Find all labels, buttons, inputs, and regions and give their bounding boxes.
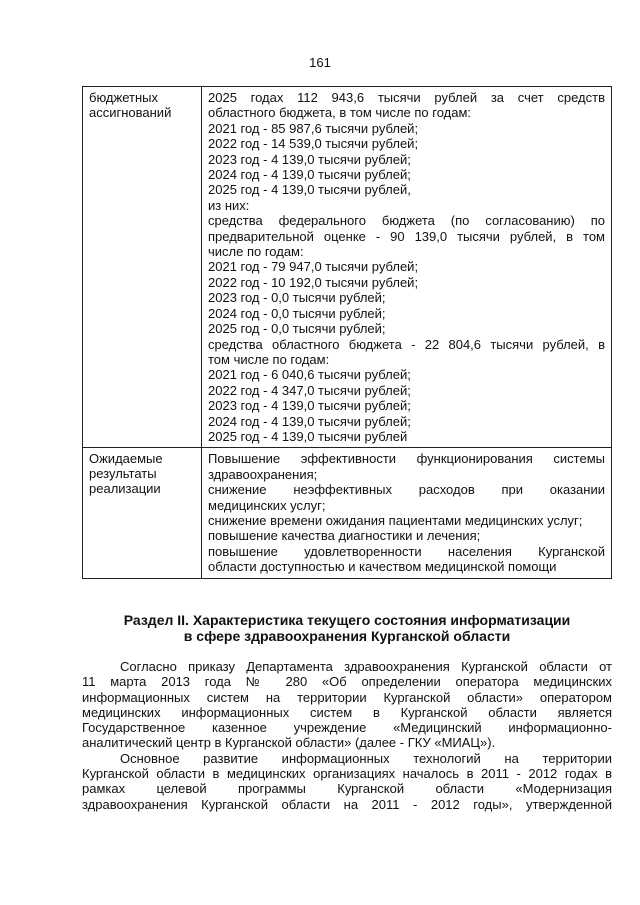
body-line: рамках целевой программы Курганской области «Модернизация [82,781,612,797]
content-line: 2024 год - 0,0 тысячи рублей; [208,305,386,321]
label-line: реализации [89,481,161,497]
body-line: здравоохранения Курганской области на 2011 - 2012 годы», утвержденной [82,796,612,812]
row-content [202,87,612,448]
content-line: снижение неэффективных расходов при оказании [208,482,605,498]
content-line: 2025 год - 4 139,0 тысячи рублей, [208,182,411,198]
content-line: из них: [208,197,250,213]
table-row [83,448,612,578]
body-line: медицинских информационных систем в Курганской области является [82,704,612,720]
content-line: 2022 год - 10 192,0 тысячи рублей; [208,274,419,290]
body-line: Государственное казенное учреждение «Медицинский информационно- [82,720,612,736]
row-content [202,448,612,578]
content-line: 2021 год - 79 947,0 тысячи рублей; [208,259,419,275]
content-line: том числе по годам: [208,351,330,367]
content-line: Повышение эффективности функционирования системы [208,451,605,467]
row-label [83,448,202,578]
content-line: 2022 год - 4 347,0 тысячи рублей; [208,382,411,398]
program-passport-table [82,86,612,579]
page-number: 161 [309,55,331,70]
content-line: 2023 год - 4 139,0 тысячи рублей; [208,398,411,414]
section-title-line-2: в сфере здравоохранения Курганской области [183,628,511,644]
label-line: ассигнований [89,105,172,120]
content-line: здравоохранения; [208,466,318,482]
content-line: 2023 год - 4 139,0 тысячи рублей; [208,151,411,167]
body-line: информационных систем на территории Курганской области» оператором [82,689,612,705]
content-line: повышение качества диагностики и лечения; [208,528,481,544]
content-line: 2025 год - 4 139,0 тысячи рублей [208,428,408,444]
table-row [83,87,612,448]
content-line: 2023 год - 0,0 тысячи рублей; [208,290,386,306]
content-line: медицинских услуг; [208,497,326,513]
content-line: средства федерального бюджета (по согласованию) по [208,213,605,229]
content-line: 2025 год - 0,0 тысячи рублей; [208,321,386,337]
body-line: аналитический центр в Курганской области» (далее - ГКУ «МИАЦ»). [82,735,496,751]
content-line: 2024 год - 4 139,0 тысячи рублей; [208,413,411,429]
content-line: средства областного бюджета - 22 804,6 тысячи рублей, в [208,336,605,352]
content-line: областного бюджета, в том числе по годам: [208,105,472,121]
row-label [83,87,202,448]
content-line: снижение времени ожидания пациентами медицинских услуг; [208,512,583,528]
content-line: 2024 год - 4 139,0 тысячи рублей; [208,167,411,183]
body-line: Согласно приказу Департамента здравоохранения Курганской области от [120,659,612,674]
body-line: Курганской области в медицинских организациях началось в 2011 - 2012 годах в [82,766,612,782]
body-line: 11 марта 2013 года № 280 «Об определении оператора медицинских [82,674,612,690]
label-line: Ожидаемые [89,451,163,467]
section-title-line-1: Раздел II. Характеристика текущего состояния информатизации [123,612,571,628]
content-line: 2025 годах 112 943,6 тысячи рублей за счет средств [208,90,605,105]
content-line: 2021 год - 6 040,6 тысячи рублей; [208,367,411,383]
body-paragraphs [82,659,612,812]
content-line: 2021 год - 85 987,6 тысячи рублей; [208,120,419,136]
content-line: области доступностью и качеством медицинской помощи [208,559,557,575]
section-title [82,612,612,644]
label-line: бюджетных [89,90,158,105]
content-line: 2022 год - 14 539,0 тысячи рублей; [208,136,419,152]
label-line: результаты [89,466,157,482]
content-line: числе по годам: [208,244,304,260]
content-line: предварительной оценке - 90 139,0 тысячи рублей, в том [208,228,605,244]
body-line: Основное развитие информационных технологий на территории [120,750,612,766]
content-line: повышение удовлетворенности населения Курганской [208,543,605,559]
